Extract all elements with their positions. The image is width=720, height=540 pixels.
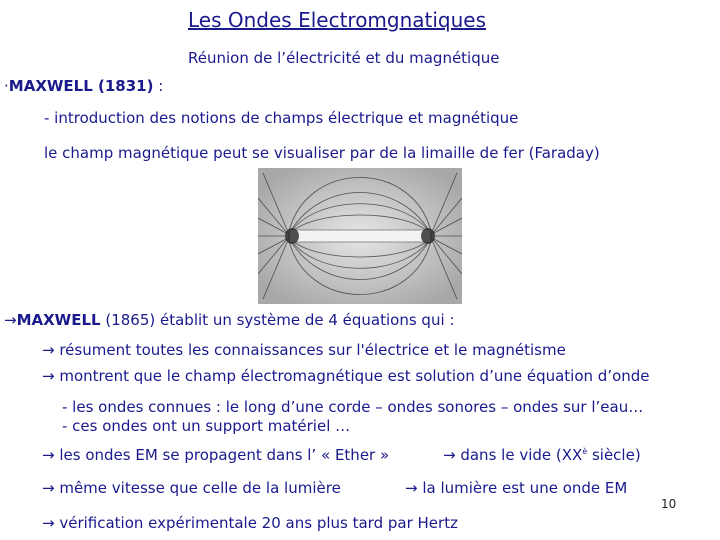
arrow-icon: →	[443, 446, 456, 464]
bullet-item-speed-of-light	[42, 479, 341, 497]
bullet-text: les ondes EM se propagent dans l’ « Ether »	[54, 446, 390, 464]
faraday-line: le champ magnétique peut se visualiser par de la limaille de fer (Faraday)	[44, 144, 600, 162]
bullet-item-light-is-em	[405, 479, 627, 497]
maxwell-1831-heading	[4, 77, 163, 95]
page-number: 10	[661, 497, 677, 511]
slide-title: Les Ondes Electromgnatiques	[188, 8, 487, 32]
detail-material-support: - ces ondes ont un support matériel …	[62, 417, 351, 435]
maxwell-1865-name: MAXWELL	[16, 311, 101, 329]
arrow-icon: →	[42, 514, 55, 532]
bullet-dot: ·	[4, 77, 9, 95]
bullet-text: la lumière est une onde EM	[417, 479, 628, 497]
arrow-icon: →	[42, 341, 55, 359]
maxwell-1865-text: (1865) établit un système de 4 équations qui :	[100, 311, 455, 329]
bullet-text: même vitesse que celle de la lumière	[54, 479, 341, 497]
bullet-item-summary	[42, 341, 566, 359]
maxwell-1865-heading	[4, 311, 454, 329]
bullet-item-wave-equation	[42, 367, 650, 385]
bullet-item-vacuum	[443, 446, 641, 464]
bullet-text: montrent que le champ électromagnétique est solution d’une équation d’onde	[54, 367, 650, 385]
bullet-text: vérification expérimentale 20 ans plus tard par Hertz	[54, 514, 458, 532]
intro-line: - introduction des notions de champs électrique et magnétique	[44, 109, 519, 127]
bullet-text-end: siècle)	[587, 446, 641, 464]
maxwell-1831-name: MAXWELL (1831)	[8, 77, 154, 95]
arrow-icon: →	[42, 367, 55, 385]
arrow-icon: →	[4, 311, 17, 329]
arrow-icon: →	[42, 446, 55, 464]
bullet-item-hertz	[42, 514, 458, 532]
arrow-icon: →	[405, 479, 418, 497]
detail-known-waves: - les ondes connues : le long d’une corde – ondes sonores – ondes sur l’eau…	[62, 398, 644, 416]
arrow-icon: →	[42, 479, 55, 497]
maxwell-1831-suffix: :	[153, 77, 164, 95]
bullet-text: résument toutes les connaissances sur l'électrice et le magnétisme	[54, 341, 566, 359]
slide-subtitle: Réunion de l’électricité et du magnétique	[188, 49, 500, 67]
superscript: è	[582, 447, 588, 456]
bullet-item-ether	[42, 446, 389, 464]
iron-filings-image	[258, 168, 462, 304]
bullet-text: dans le vide (XX	[455, 446, 583, 464]
